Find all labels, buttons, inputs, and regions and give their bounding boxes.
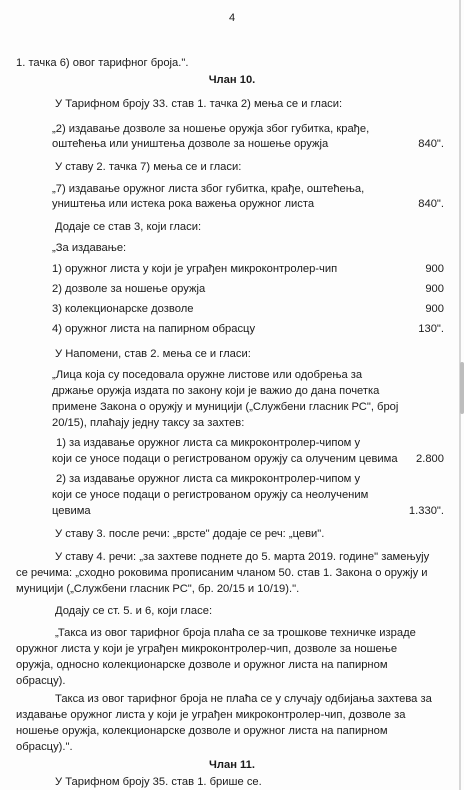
- text-line: издавање оружног листа у који је уграђен микроконтролер-чип, дозволе за: [16, 709, 406, 721]
- text-line: У Тарифном броју 33. став 1. тачка 2) мења се и гласи:: [55, 98, 343, 110]
- text-line: 1. тачка 6) овог тарифног броја.".: [16, 57, 189, 69]
- text-line: обрасцу).".: [16, 741, 73, 753]
- text-line: оштећења или уништења дозволе за ношење оружја: [52, 138, 329, 150]
- article-10-heading: Члан 10.: [208, 74, 256, 86]
- text-line: се речима: „сходно роковима прописаним чланом 50. став 1. Закона о оружју и: [16, 567, 428, 579]
- fee-amount: 840".: [418, 138, 444, 150]
- text-line: „Такса из овог тарифног броја плаћа се за трошкове техничке израде: [55, 627, 416, 639]
- text-line: ношење оружја, колекционарске дозволе и оружног листа на папирном: [16, 725, 388, 737]
- fee-amount: 900: [425, 263, 444, 275]
- text-line: У Напомени, став 2. мења се и гласи:: [55, 348, 251, 360]
- text-line: примене Закона о оружју и муницији („Службени гласник РС", број: [52, 401, 399, 413]
- fee-item: 1) оружног листа у који је уграђен микроконтролер-чип: [52, 263, 338, 275]
- text-line: У ставу 4. речи: „за захтеве поднете до 5. марта 2019. године" замењују: [55, 551, 430, 563]
- text-line: обрасцу).: [16, 675, 66, 687]
- fee-item: 3) колекционарске дозволе: [52, 303, 194, 315]
- text-line: оружја, односно колекционарске дозволе и оружног листа на папирном: [16, 659, 388, 671]
- page-number: 4: [228, 12, 236, 24]
- text-line: Додају се ст. 5. и 6, који гласе:: [55, 605, 213, 617]
- text-line: 20/15), плаћају једну таксу за захтев:: [52, 417, 245, 429]
- text-line: 2) за издавање оружног листа са микроконтролер-чипом у: [56, 473, 361, 485]
- text-line: У ставу 3. после речи: „врсте" додаје се реч: „цеви".: [55, 528, 325, 540]
- text-line: уништења или истека рока важења оружног листа: [52, 198, 315, 210]
- fee-amount: 130".: [418, 323, 444, 335]
- fee-amount: 900: [425, 303, 444, 315]
- scroll-indicator: [460, 362, 464, 414]
- text-line: „7) издавање оружног листа због губитка, крађе, оштећења,: [52, 183, 365, 195]
- text-line: који се уносе подаци о регистрованом оружју са олученим цевима: [52, 453, 398, 465]
- text-line: „Лица која су поседовала оружне листове или одобрења за: [52, 369, 363, 381]
- text-line: „2) издавање дозволе за ношење оружја због губитка, крађе,: [52, 123, 370, 135]
- text-line: оружног листа у који је уграђен микроконтролер-чип, дозволе за ношење: [16, 643, 398, 655]
- text-line: „За издавање:: [52, 242, 127, 254]
- text-line: који се уносе подаци о регистрованом оружју са неолученим: [52, 489, 369, 501]
- fee-item: 4) оружног листа на папирном обрасцу: [52, 323, 256, 335]
- article-11-heading: Члан 11.: [209, 759, 255, 771]
- text-line: држање оружја издата по закону који је важио до дана почетка: [52, 385, 380, 397]
- text-line: Такса из овог тарифног броја не плаћа се у случају одбијања захтева за: [55, 693, 432, 705]
- text-line: 1) за издавање оружног листа са микроконтролер-чипом у: [56, 437, 361, 449]
- text-line: У Тарифном броју 35. став 1. брише се.: [55, 776, 262, 788]
- text-line: Додаје се став 3, који гласи:: [55, 221, 202, 233]
- text-line: У ставу 2. тачка 7) мења се и гласи:: [55, 161, 242, 173]
- fee-amount: 840".: [418, 198, 444, 210]
- fee-item: 2) дозволе за ношење оружја: [52, 283, 206, 295]
- text-line: муницији („Службени гласник РС", бр. 20/15 и 10/19).".: [16, 583, 300, 595]
- fee-amount: 900: [425, 283, 444, 295]
- text-line: цевима: [52, 505, 91, 517]
- fee-amount: 2.800: [416, 453, 444, 465]
- fee-amount: 1.330".: [408, 505, 444, 517]
